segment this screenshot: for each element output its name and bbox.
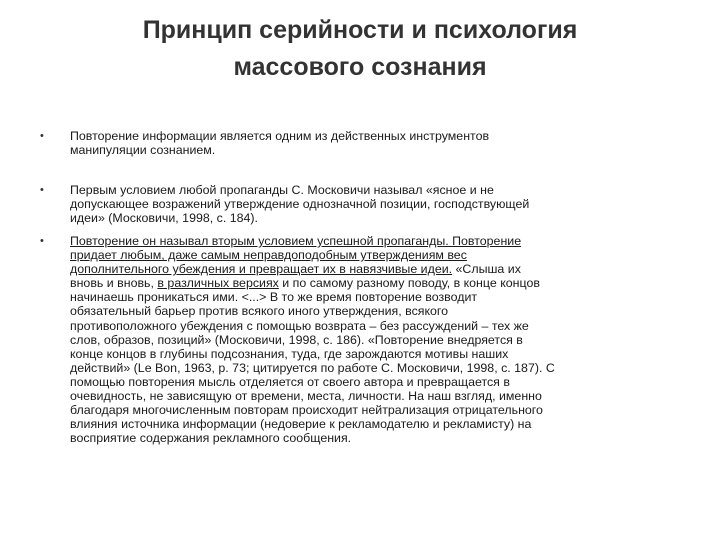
p3-text-3b: «Слыша их	[452, 262, 521, 277]
p3-line-11: помощью повторения мысль отделяется от своего автора и превращается в	[70, 374, 510, 389]
bullet-2: •	[40, 184, 44, 196]
bullet-1: •	[40, 130, 44, 142]
bullet-3: •	[40, 235, 44, 247]
p3-line-8: слов, образов, позиций» (Московичи, 1998, с. 186). «Повторение внедряется в	[70, 332, 523, 347]
p3-line-3	[70, 262, 702, 276]
p2-line-3: идеи» (Московичи, 1998, с. 184).	[70, 211, 258, 226]
title-line-1: Принцип серийности и психология	[142, 16, 578, 44]
p3-underlined-2: придает любым, даже самым неправдоподобным утверждениям вес	[70, 248, 467, 263]
p3-line-2	[70, 248, 702, 262]
title-line-2: массового сознания	[233, 53, 487, 81]
p3-line-4	[70, 276, 702, 290]
p1-line-2: манипуляции сознанием.	[70, 143, 216, 158]
paragraph-2	[70, 183, 702, 225]
p2-line-2: допускающее возражений утверждение однозначной позиции, господствующей	[70, 197, 530, 212]
paragraph-3	[70, 234, 702, 445]
p3-underlined-1: Повторение он называл вторым условием успешной пропаганды. Повторение	[70, 234, 522, 248]
p3-line-9: конце концов в глубины подсознания, туда, где зарождаются мотивы наших	[70, 346, 509, 361]
p3-line-7: противоположного убеждения с помощью возврата – без рассуждений – тех же	[70, 318, 529, 333]
p3-text-4a: вновь и вновь,	[70, 276, 158, 291]
p3-underlined-3: дополнительного убеждения и превращает их в навязчивые идеи.	[70, 262, 453, 277]
p1-line-1: Повторение информации является одним из действенных инструментов	[70, 129, 490, 143]
p3-line-6: обязательный барьер против всякого иного утверждения, всякого	[70, 304, 449, 319]
p3-line-14: влияния источника информации (недоверие к рекламодателю и рекламисту) на	[70, 417, 532, 432]
p3-line-1	[70, 234, 702, 248]
p3-line-15: восприятие содержания рекламного сообщения.	[70, 431, 352, 446]
paragraph-1	[70, 129, 702, 157]
slide-title	[60, 12, 660, 86]
p2-line-1: Первым условием любой пропаганды С. Московичи называл «ясное и не	[70, 183, 494, 197]
p3-line-12: очевидность, не зависящую от времени, места, личности. На наш взгляд, именно	[70, 389, 542, 404]
p3-text-4b: и по самому разному поводу, в конце концов	[278, 276, 540, 291]
p3-line-13: благодаря многочисленным повторам происходит нейтрализация отрицательного	[70, 403, 543, 418]
p3-underlined-4: в различных версиях	[157, 276, 279, 291]
p3-line-10: действий» (Le Bon, 1963, p. 73; цитируется по работе С. Московичи, 1998, с. 187). С	[70, 360, 555, 375]
p3-line-5: начинаешь проникаться ими. <...> В то же время повторение возводит	[70, 290, 478, 305]
